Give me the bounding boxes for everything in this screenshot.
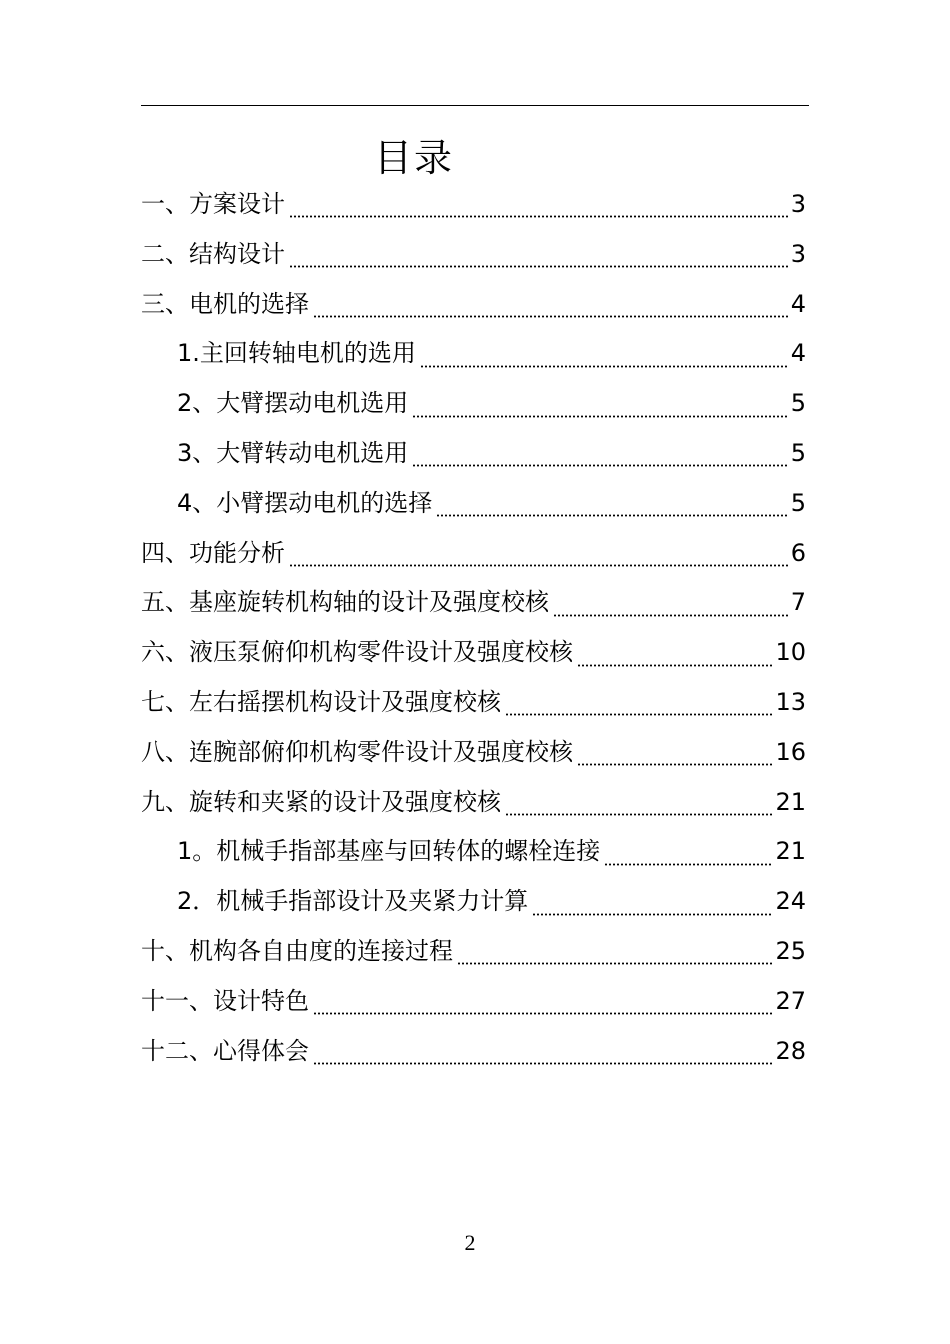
toc-subentry[interactable] bbox=[141, 827, 806, 877]
dot-leader bbox=[289, 562, 789, 568]
dot-leader bbox=[505, 811, 773, 817]
toc-entry-text: 一、方案设计 bbox=[141, 190, 285, 218]
dot-leader bbox=[457, 961, 773, 967]
toc-entry[interactable] bbox=[141, 728, 806, 778]
dot-leader bbox=[412, 413, 788, 419]
page-number: 2 bbox=[464, 1230, 476, 1255]
toc-subentry[interactable] bbox=[141, 429, 806, 479]
dot-leader bbox=[604, 861, 773, 867]
toc-entry-page: 28 bbox=[775, 1036, 806, 1065]
toc-entry[interactable] bbox=[141, 280, 806, 330]
toc-entry[interactable] bbox=[141, 180, 806, 230]
toc-entry-page: 25 bbox=[775, 936, 806, 965]
toc-entry[interactable] bbox=[141, 678, 806, 728]
dot-leader bbox=[553, 612, 789, 618]
toc-entry-text: 三、电机的选择 bbox=[141, 289, 309, 318]
toc-entry-page: 5 bbox=[790, 488, 806, 517]
toc-entry-text: 3、大臂转动电机选用 bbox=[177, 438, 409, 467]
toc-entry-page: 13 bbox=[775, 687, 806, 716]
dot-leader bbox=[412, 463, 788, 469]
dot-leader bbox=[505, 712, 773, 718]
toc-subentry[interactable] bbox=[141, 379, 806, 429]
toc-entry-page: 21 bbox=[775, 837, 806, 866]
dot-leader bbox=[436, 513, 788, 519]
toc-entry-text: 五、基座旋转机构轴的设计及强度校核 bbox=[141, 588, 549, 617]
dot-leader bbox=[532, 911, 773, 917]
toc-entry-page: 5 bbox=[790, 438, 806, 467]
toc-entry-text: 八、连腕部俯仰机构零件设计及强度校核 bbox=[141, 737, 573, 766]
toc-entry[interactable] bbox=[141, 230, 806, 280]
dot-leader bbox=[577, 762, 773, 768]
toc-entry-page: 24 bbox=[775, 887, 806, 916]
toc-entry-page: 5 bbox=[790, 389, 806, 418]
dot-leader bbox=[313, 1060, 773, 1066]
toc-entry[interactable] bbox=[141, 578, 806, 628]
toc-entry-text: 1.主回转轴电机的选用 bbox=[177, 339, 416, 368]
toc-entry-text: 六、液压泵俯仰机构零件设计及强度校核 bbox=[141, 638, 573, 667]
toc-entry-text: 七、左右摇摆机构设计及强度校核 bbox=[141, 687, 501, 716]
toc-entry-page: 27 bbox=[775, 986, 806, 1015]
toc-entry-page: 10 bbox=[775, 638, 806, 667]
dot-leader bbox=[577, 662, 773, 668]
dot-leader bbox=[313, 313, 789, 319]
toc-entry[interactable] bbox=[141, 1027, 806, 1077]
toc-entry[interactable] bbox=[141, 977, 806, 1027]
toc-entry-text: 十一、设计特色 bbox=[141, 986, 309, 1015]
dot-leader bbox=[289, 214, 789, 220]
toc-entry-text: 1。机械手指部基座与回转体的螺栓连接 bbox=[177, 837, 601, 866]
toc-entry-page: 3 bbox=[790, 190, 806, 218]
toc-subentry[interactable] bbox=[141, 479, 806, 529]
toc-entry-page: 7 bbox=[790, 588, 806, 617]
toc-list bbox=[141, 180, 806, 1076]
toc-subentry[interactable] bbox=[141, 877, 806, 927]
toc-entry-text: 十二、心得体会 bbox=[141, 1036, 309, 1065]
toc-entry-text: 二、结构设计 bbox=[141, 239, 285, 268]
toc-entry-text: 十、机构各自由度的连接过程 bbox=[141, 936, 453, 965]
toc-entry-page: 6 bbox=[790, 538, 806, 567]
toc-entry-page: 4 bbox=[790, 289, 806, 318]
toc-entry-page: 16 bbox=[775, 737, 806, 766]
toc-entry[interactable] bbox=[141, 529, 806, 579]
dot-leader bbox=[420, 363, 789, 369]
toc-entry-page: 3 bbox=[790, 239, 806, 268]
toc-entry[interactable] bbox=[141, 927, 806, 977]
dot-leader bbox=[289, 264, 789, 270]
toc-entry-text: 2．机械手指部设计及夹紧力计算 bbox=[177, 887, 529, 916]
toc-entry-page: 4 bbox=[790, 339, 806, 368]
dot-leader bbox=[313, 1011, 773, 1017]
toc-entry[interactable] bbox=[141, 628, 806, 678]
toc-entry-page: 21 bbox=[775, 787, 806, 816]
toc-entry[interactable] bbox=[141, 778, 806, 828]
toc-entry-text: 4、小臂摆动电机的选择 bbox=[177, 488, 433, 517]
toc-entry-text: 2、大臂摆动电机选用 bbox=[177, 389, 409, 418]
toc-title: 目录 bbox=[373, 136, 454, 181]
toc-entry-text: 四、功能分析 bbox=[141, 538, 285, 567]
toc-entry-text: 九、旋转和夹紧的设计及强度校核 bbox=[141, 787, 501, 816]
header-rule bbox=[141, 105, 809, 106]
toc-subentry[interactable] bbox=[141, 329, 806, 379]
